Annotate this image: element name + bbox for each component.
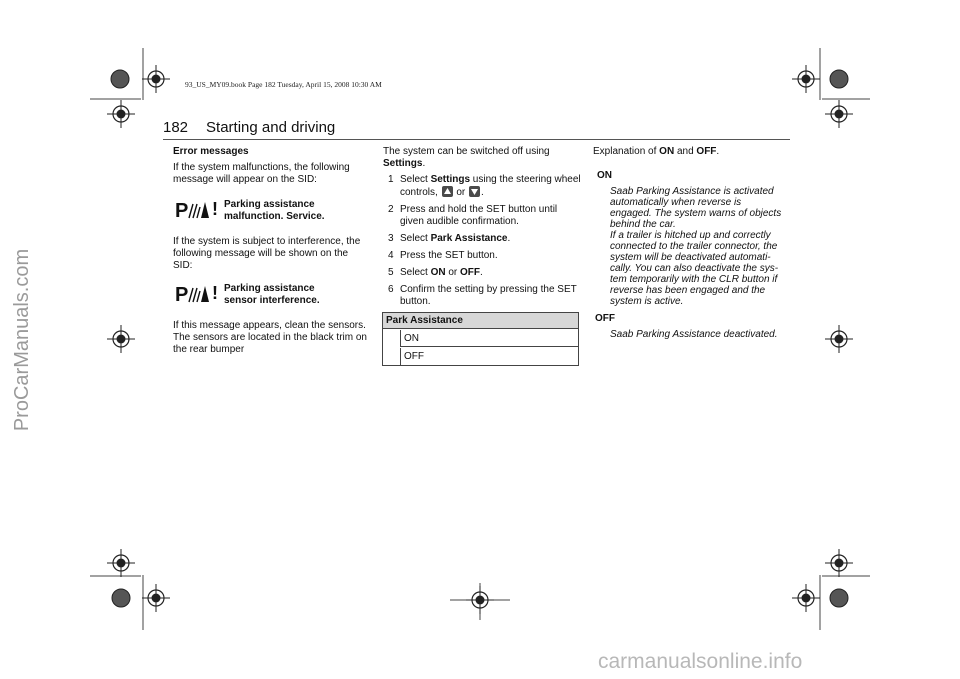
step-number: 1 (388, 174, 394, 185)
on-desc-line: tem temporarily with the CLR button if (610, 274, 778, 285)
off-description: Saab Parking Assistance deactivated. (610, 329, 778, 340)
column-1 (173, 146, 368, 186)
on-description (593, 186, 793, 307)
step-text: Press and hold the SET button until given audible confirmation. (400, 204, 558, 227)
on-desc-line: system is active. (610, 296, 684, 307)
on-desc-line: system will be deactivated automati- (610, 252, 771, 263)
explanation-intro (593, 146, 793, 158)
intro-period: . (716, 146, 720, 157)
sid-msg1-line1: Parking assistance (224, 199, 315, 210)
step-text: . (480, 267, 483, 278)
step-text: Confirm the setting by pressing the SET button. (400, 284, 577, 307)
sid-msg1-line2: malfunction. Service. (224, 211, 325, 222)
on-desc-line: automatically when reverse is (610, 197, 742, 208)
error-messages-heading: Error messages (173, 146, 249, 157)
step-text: Select (400, 233, 431, 244)
step-text: Press the SET button. (400, 250, 498, 261)
step-text: Select (400, 174, 431, 185)
settings-word: Settings (383, 158, 423, 169)
step-text: Select (400, 267, 431, 278)
menu-option-on: ON (400, 330, 578, 347)
intro-and: and (674, 146, 697, 157)
step-bold: OFF (460, 267, 481, 278)
header-rule (163, 139, 790, 140)
step-bold: Settings (430, 174, 471, 185)
on-desc-line: engaged. The system warns of objects (610, 208, 782, 219)
step-bold: Park Assistance (430, 233, 508, 244)
step-text: or (453, 187, 469, 198)
intro-text: Explanation of (593, 146, 660, 157)
exclamation-mark: ! (212, 199, 218, 219)
sid-msg2-line1: Parking assistance (224, 283, 315, 294)
page-header (163, 119, 335, 136)
off-term: OFF (595, 313, 615, 324)
arrow-down-button-icon (469, 186, 480, 197)
parking-assist-warning-icon (175, 282, 211, 304)
svg-text:P: P (175, 200, 189, 220)
sid-message-malfunction (224, 199, 325, 223)
step-item (383, 233, 583, 245)
step-bold: ON (430, 267, 446, 278)
step-number: 6 (388, 284, 394, 295)
intro-on: ON (659, 146, 675, 157)
book-info-line: 93_US_MY09.book Page 182 Tuesday, April 15, 2008 10:30 AM (185, 80, 382, 89)
on-desc-line: cally. You can also deactivate the sys- (610, 263, 779, 274)
clean-sensors-text: If this message appears, clean the sensors. The sensors are located in the black trim on the rear bumper (173, 320, 367, 355)
step-text: using the steering wheel controls, (400, 174, 581, 198)
step-item (383, 174, 583, 199)
step-number: 5 (388, 267, 394, 278)
intro-off: OFF (696, 146, 717, 157)
step-item (383, 267, 583, 279)
column-3 (593, 146, 793, 340)
menu-option-off: OFF (400, 348, 578, 365)
on-desc-line: reverse has been engaged and the (610, 285, 766, 296)
step-item (383, 250, 583, 262)
step-number: 3 (388, 233, 394, 244)
sid-message-interference (224, 283, 320, 307)
step-item (383, 284, 583, 308)
step-item (383, 204, 583, 228)
on-desc-line: connected to the trailer connector, the (610, 241, 778, 252)
intro-period: . (422, 158, 426, 169)
step-number: 4 (388, 250, 394, 261)
arrow-up-button-icon (442, 186, 453, 197)
switch-off-intro (383, 146, 583, 170)
step-text: or (445, 267, 461, 278)
side-watermark: ProCarManuals.com (11, 248, 33, 432)
step-text: . (507, 233, 511, 244)
step-text: . (481, 187, 484, 198)
section-title: Starting and driving (206, 119, 336, 136)
on-desc-line: behind the car. (610, 219, 676, 230)
steps-list (383, 174, 583, 308)
page-number: 182 (163, 119, 189, 136)
interference-intro: If the system is subject to interference, the following message will be shown on the SID: (173, 236, 361, 271)
malfunction-intro: If the system malfunctions, the following message will appear on the SID: (173, 162, 350, 185)
sid-msg2-line2: sensor interference. (224, 295, 320, 306)
step-number: 2 (388, 204, 394, 215)
bottom-watermark: carmanualsonline.info (598, 650, 803, 673)
column-2 (383, 146, 583, 313)
on-desc-line: Saab Parking Assistance is activated (610, 186, 774, 197)
menu-title: Park Assistance (383, 313, 578, 329)
svg-text:P: P (175, 284, 189, 304)
park-assistance-menu (382, 312, 579, 366)
exclamation-mark: ! (212, 283, 218, 303)
on-desc-line: If a trailer is hitched up and correctly (610, 230, 771, 241)
on-term: ON (597, 170, 612, 181)
parking-assist-warning-icon (175, 198, 211, 220)
switch-off-intro-text: The system can be switched off using (383, 146, 550, 157)
